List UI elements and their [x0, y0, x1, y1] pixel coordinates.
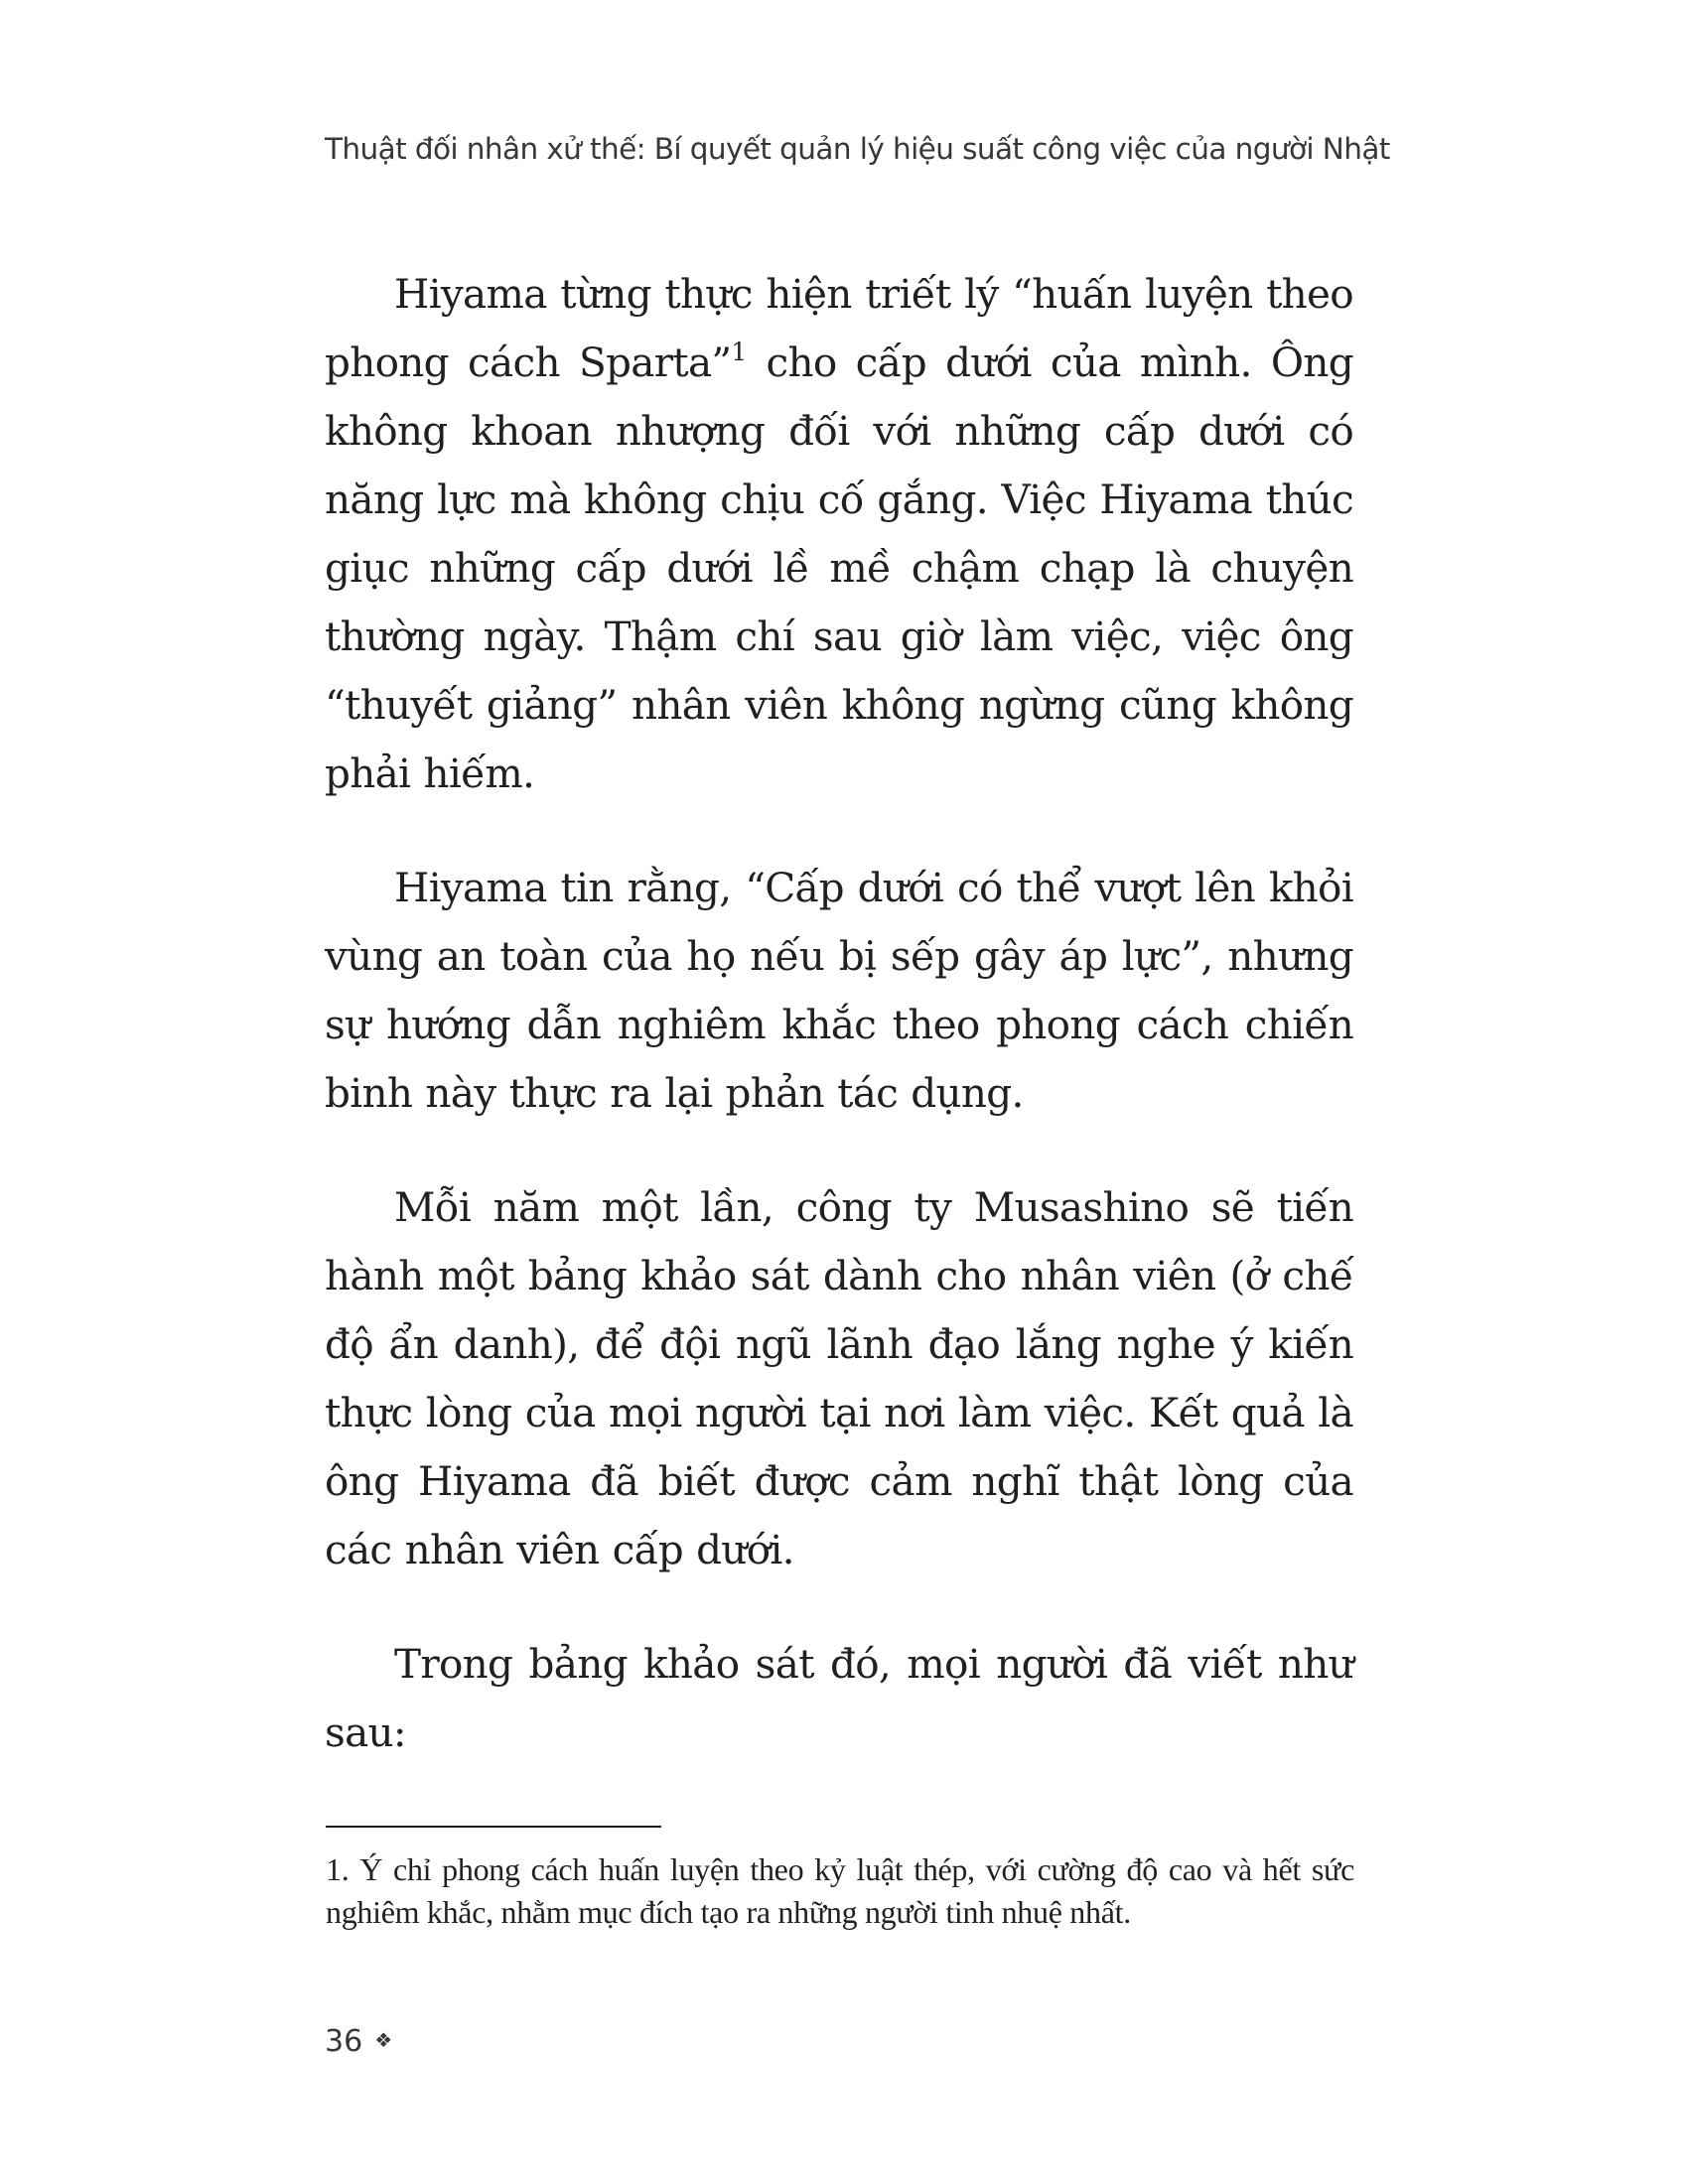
paragraph-text: Hiyama từng thực hiện triết lý “huấn luyện theo phong cách Sparta” — [325, 270, 1353, 386]
paragraph: Hiyama tin rằng, “Cấp dưới có thể vượt lên khỏi vùng an toàn của họ nếu bị sếp gây áp lực”, nhưng sự hướng dẫn nghiêm khắc theo phong cách chiến binh này thực ra lại phản tác dụng. — [325, 864, 1353, 1117]
footnote-reference: 1 — [731, 338, 748, 366]
paragraph: Mỗi năm một lần, công ty Musashino sẽ tiến hành một bảng khảo sát dành cho nhân viên (ở chế độ ẩn danh), để đội ngũ lãnh đạo lắng nghe ý kiến thực lòng của mọi người tại nơi làm việc. Kết quả là ông Hiyama đã biết được cảm nghĩ thật lòng của các nhân viên cấp dưới. — [325, 1183, 1353, 1573]
diamond-ornament-icon: ❖ — [374, 2028, 393, 2052]
page-footer — [325, 2024, 392, 2059]
page-number: 36 — [325, 2024, 363, 2059]
paragraph-text: cho cấp dưới của mình. Ông không khoan nhượng đối với những cấp dưới có năng lực mà không chịu cố gắng. Việc Hiyama thúc giục những cấp dưới lề mề chậm chạp là chuyện thường ngày. Thậm chí sau giờ làm việc, việc ông “thuyết giảng” nhân viên không ngừng cũng không phải hiếm. — [325, 339, 1353, 797]
footnote-divider — [326, 1826, 661, 1828]
paragraph — [325, 260, 1353, 808]
body-text — [325, 260, 1353, 1813]
footnote: 1. Ý chỉ phong cách huấn luyện theo kỷ luật thép, với cường độ cao và hết sức nghiêm khắc, nhằm mục đích tạo ra những người tinh nhuệ nhất. — [326, 1851, 1354, 1930]
paragraph: Trong bảng khảo sát đó, mọi người đã viết như sau: — [325, 1640, 1353, 1756]
running-header: Thuật đối nhân xử thế: Bí quyết quản lý hiệu suất công việc của người Nhật — [325, 132, 1390, 166]
